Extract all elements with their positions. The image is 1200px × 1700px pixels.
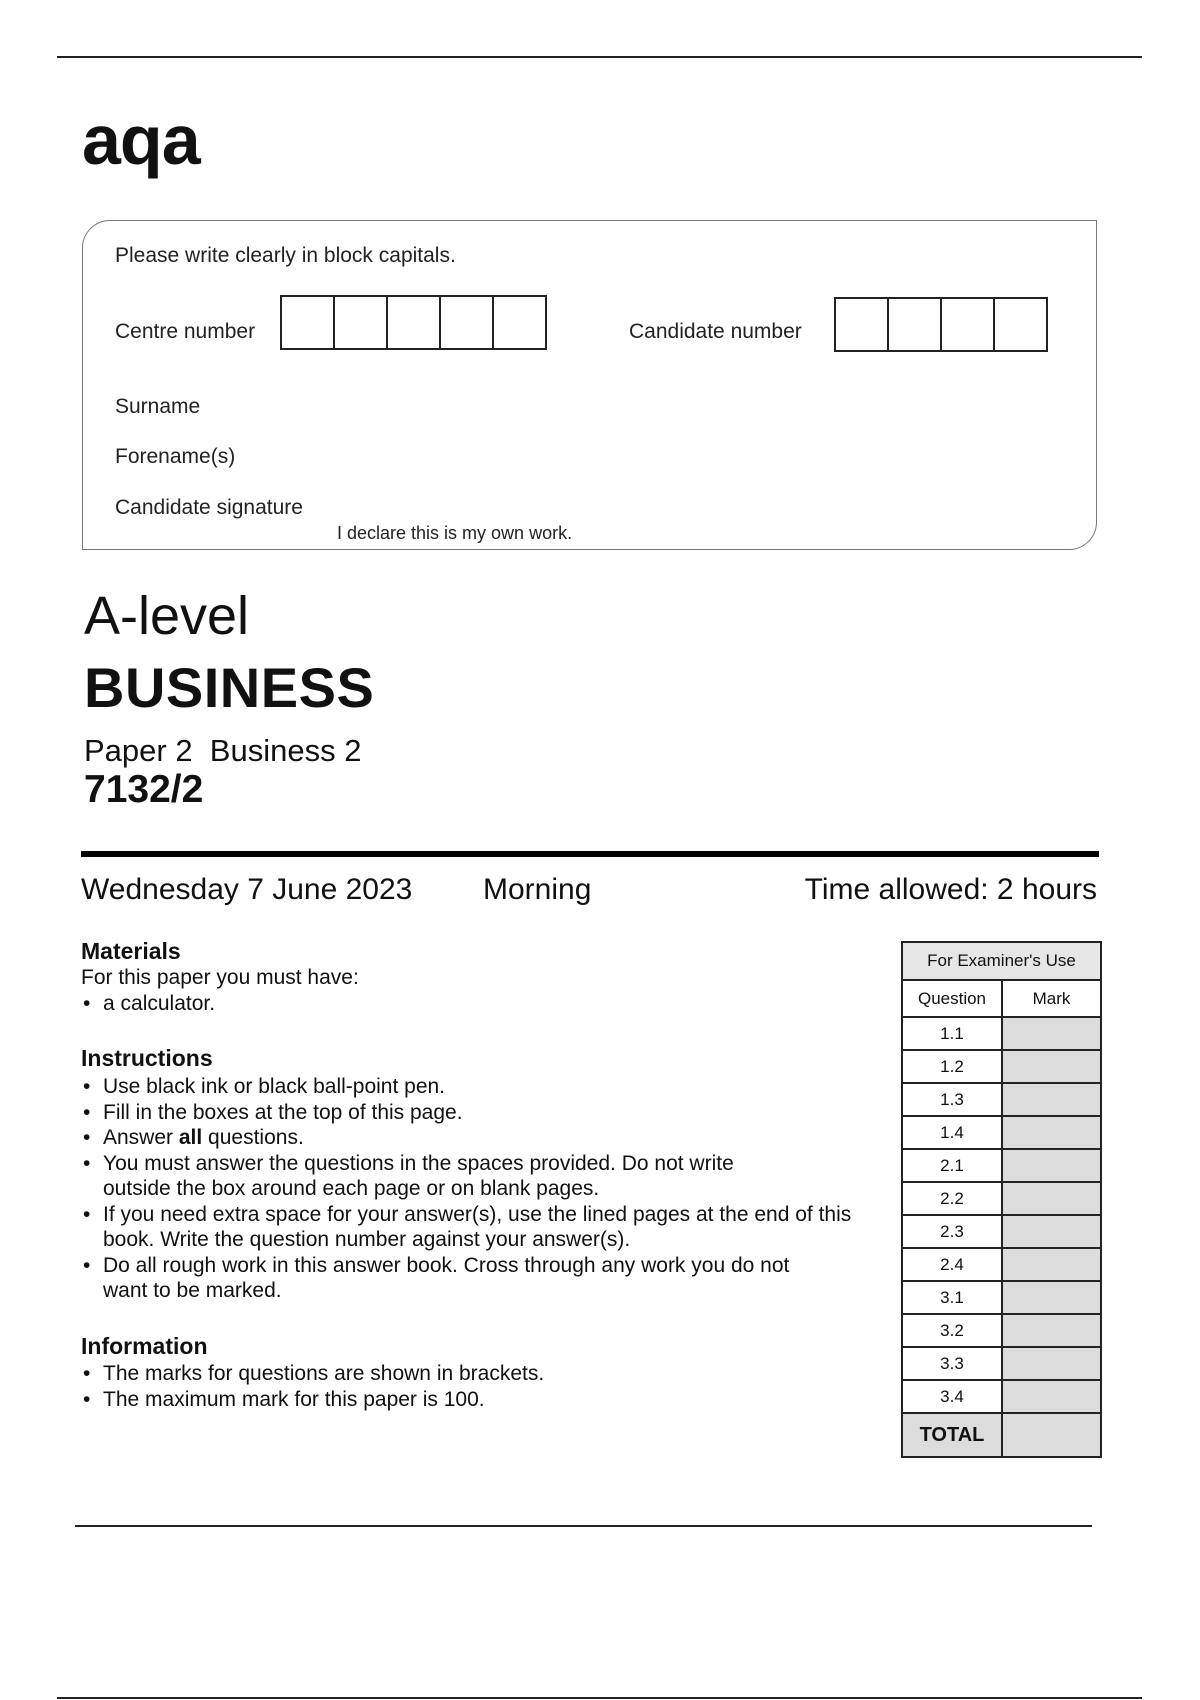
examiner-table-row [902,1314,1101,1347]
mark-cell[interactable] [1002,1182,1101,1215]
information-item: • The maximum mark for this paper is 100. [81,1387,876,1413]
centre-number-label: Centre number [115,320,256,343]
examiner-table-row [902,1248,1101,1281]
question-number-cell: 1.3 [902,1083,1002,1116]
total-mark-cell[interactable] [1002,1413,1101,1457]
total-row [902,1413,1101,1457]
question-number-cell: 3.1 [902,1281,1002,1314]
aqa-logo: aqa [82,101,200,179]
instruction-item: • Fill in the boxes at the top of this page. [81,1100,876,1126]
time-allowed: Time allowed: 2 hours [804,873,1097,906]
examiner-table-row [902,1215,1101,1248]
candidate-number-label: Candidate number [629,320,802,343]
centre-digit-box[interactable] [333,295,388,350]
information-heading: Information [81,1333,208,1359]
centre-digit-box[interactable] [280,295,335,350]
instruction-item: • You must answer the questions in the spaces provided. Do not write outside the box around each page or on blank pages. [81,1151,763,1202]
examiner-table-row [902,1149,1101,1182]
centre-digit-box[interactable] [492,295,547,350]
qualification-level: A-level [84,586,250,646]
mark-cell[interactable] [1002,1281,1101,1314]
instruction-item: • Do all rough work in this answer book. Cross through any work you do not want to be marked. [81,1253,803,1304]
question-number-cell: 2.4 [902,1248,1002,1281]
examiner-table-row [902,1050,1101,1083]
question-number-cell: 3.3 [902,1347,1002,1380]
examiner-use-table [901,941,1102,1458]
mark-cell[interactable] [1002,1380,1101,1413]
examiner-table-row [902,1182,1101,1215]
centre-number-boxes[interactable] [280,295,547,350]
page-foot-rule [57,1697,1142,1699]
question-column-header: Question [902,980,1002,1017]
examiner-table-row [902,1380,1101,1413]
candidate-number-boxes[interactable] [834,297,1048,352]
surname-label: Surname [115,395,201,418]
mark-cell[interactable] [1002,1149,1101,1182]
block-capitals-instruction: Please write clearly in block capitals. [115,244,456,267]
mark-cell[interactable] [1002,1116,1101,1149]
candidate-digit-box[interactable] [887,297,942,352]
mark-cell[interactable] [1002,1083,1101,1116]
question-number-cell: 1.1 [902,1017,1002,1050]
answer-prefix: Answer [103,1126,179,1149]
question-number-cell: 3.4 [902,1380,1002,1413]
question-number-cell: 2.1 [902,1149,1002,1182]
instruction-item: • Use black ink or black ball-point pen. [81,1074,876,1100]
subject-title: BUSINESS [84,656,375,719]
mark-cell[interactable] [1002,1248,1101,1281]
instructions-heading: Instructions [81,1045,213,1071]
examiner-table-row [902,1347,1101,1380]
examiner-table-title: For Examiner's Use [902,942,1101,980]
examiner-table-row [902,1083,1101,1116]
exam-date: Wednesday 7 June 2023 [81,873,413,906]
candidate-digit-box[interactable] [993,297,1048,352]
instruction-item: • If you need extra space for your answer(s), use the lined pages at the end of this book. Write the question number against your answer(s). [81,1202,893,1253]
mark-cell[interactable] [1002,1050,1101,1083]
mark-cell[interactable] [1002,1347,1101,1380]
centre-digit-box[interactable] [386,295,441,350]
examiner-table-row [902,1017,1101,1050]
centre-digit-box[interactable] [439,295,494,350]
answer-suffix: questions. [202,1126,304,1149]
bottom-rule [75,1525,1092,1527]
materials-section [81,938,881,1017]
mark-cell[interactable] [1002,1314,1101,1347]
instruction-item [81,1125,876,1151]
question-number-cell: 1.4 [902,1116,1002,1149]
candidate-digit-box[interactable] [834,297,889,352]
paper-code: 7132/2 [84,768,204,811]
question-number-cell: 2.2 [902,1182,1002,1215]
total-label: TOTAL [902,1413,1002,1457]
information-section [81,1333,876,1412]
signature-label: Candidate signature [115,496,303,519]
materials-heading: Materials [81,938,181,964]
question-number-cell: 1.2 [902,1050,1002,1083]
question-number-cell: 3.2 [902,1314,1002,1347]
examiner-table-row [902,1116,1101,1149]
materials-intro: For this paper you must have: [81,966,359,989]
examiner-table-row [902,1281,1101,1314]
top-rule [57,56,1142,58]
mark-cell[interactable] [1002,1215,1101,1248]
question-number-cell: 2.3 [902,1215,1002,1248]
title-rule [81,851,1099,857]
mark-column-header: Mark [1002,980,1101,1017]
answer-all-emphasis: all [178,1126,203,1149]
exam-session: Morning [483,873,592,906]
materials-item: • a calculator. [81,991,881,1017]
forename-label: Forename(s) [115,445,236,468]
declaration-text: I declare this is my own work. [337,523,573,543]
candidate-digit-box[interactable] [940,297,995,352]
information-item: • The marks for questions are shown in brackets. [81,1361,876,1387]
paper-title: Paper 2 Business 2 [84,733,362,768]
instructions-section [81,1045,876,1304]
mark-cell[interactable] [1002,1017,1101,1050]
